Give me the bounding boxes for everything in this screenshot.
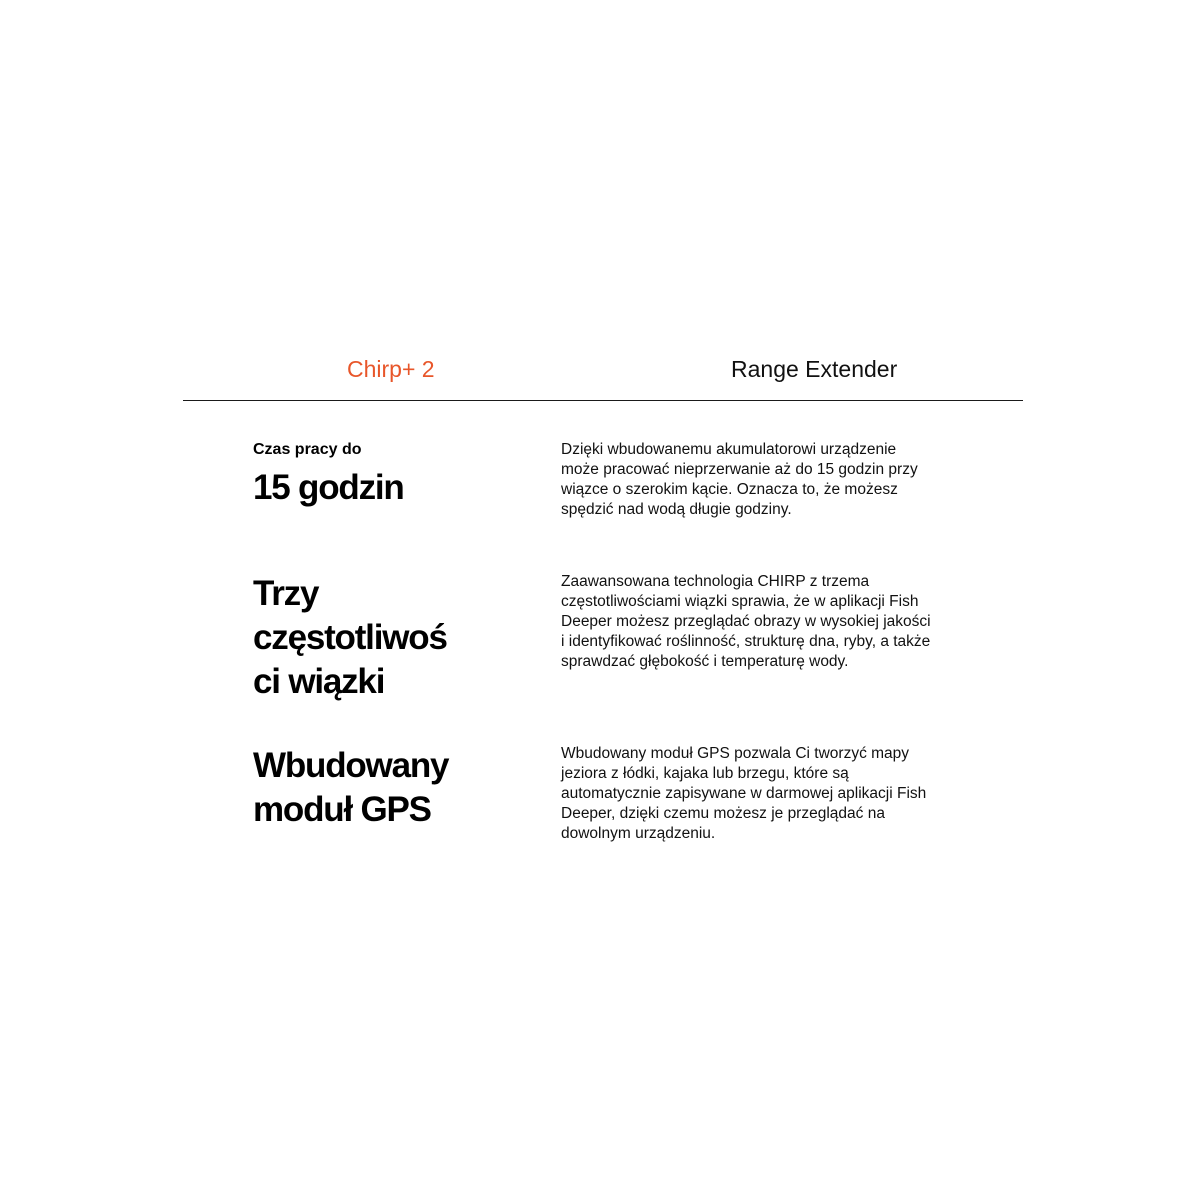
description-line: częstotliwościami wiązki sprawia, że w aplikacji Fish	[561, 593, 919, 610]
tab-range-extender[interactable]: Range Extender	[731, 356, 898, 382]
description-line: jeziora z łódki, kajaka lub brzegu, które są	[561, 765, 849, 782]
feature-battery-description	[561, 440, 981, 520]
feature-battery-label: Czas pracy do	[253, 441, 362, 458]
description-line: spędzić nad wodą długie godziny.	[561, 501, 792, 518]
feature-gps-title-line: Wbudowany	[253, 746, 449, 785]
feature-battery-heading	[253, 440, 503, 510]
feature-gps-description	[561, 744, 981, 844]
feature-gps-heading	[253, 744, 503, 832]
tab-chirp-plus-2[interactable]: Chirp+ 2	[347, 356, 435, 382]
description-line: może pracować nieprzerwanie aż do 15 godzin przy	[561, 461, 918, 478]
description-line: dowolnym urządzeniu.	[561, 825, 716, 842]
description-line: i identyfikować roślinność, strukturę dna, ryby, a także	[561, 633, 931, 650]
feature-frequencies-title-line: ci wiązki	[253, 662, 385, 701]
description-line: automatycznie zapisywane w darmowej aplikacji Fish	[561, 785, 927, 802]
product-tabs	[183, 340, 1023, 401]
description-line: Wbudowany moduł GPS pozwala Ci tworzyć mapy	[561, 745, 910, 762]
feature-frequencies-title-line: Trzy	[253, 574, 319, 613]
feature-frequencies-heading	[253, 572, 503, 704]
description-line: Deeper możesz przeglądać obrazy w wysokiej jakości	[561, 613, 931, 630]
description-line: wiązce o szerokim kącie. Oznacza to, że możesz	[561, 481, 898, 498]
feature-frequencies-description	[561, 572, 981, 672]
feature-frequencies-title-line: częstotliwoś	[253, 618, 447, 657]
description-line: Zaawansowana technologia CHIRP z trzema	[561, 573, 870, 590]
feature-gps-title-line: moduł GPS	[253, 790, 431, 829]
description-line: Deeper, dzięki czemu możesz je przeglądać na	[561, 805, 885, 822]
description-line: Dzięki wbudowanemu akumulatorowi urządzenie	[561, 441, 897, 458]
description-line: sprawdzać głębokość i temperaturę wody.	[561, 653, 849, 670]
feature-battery-title: 15 godzin	[253, 468, 404, 507]
